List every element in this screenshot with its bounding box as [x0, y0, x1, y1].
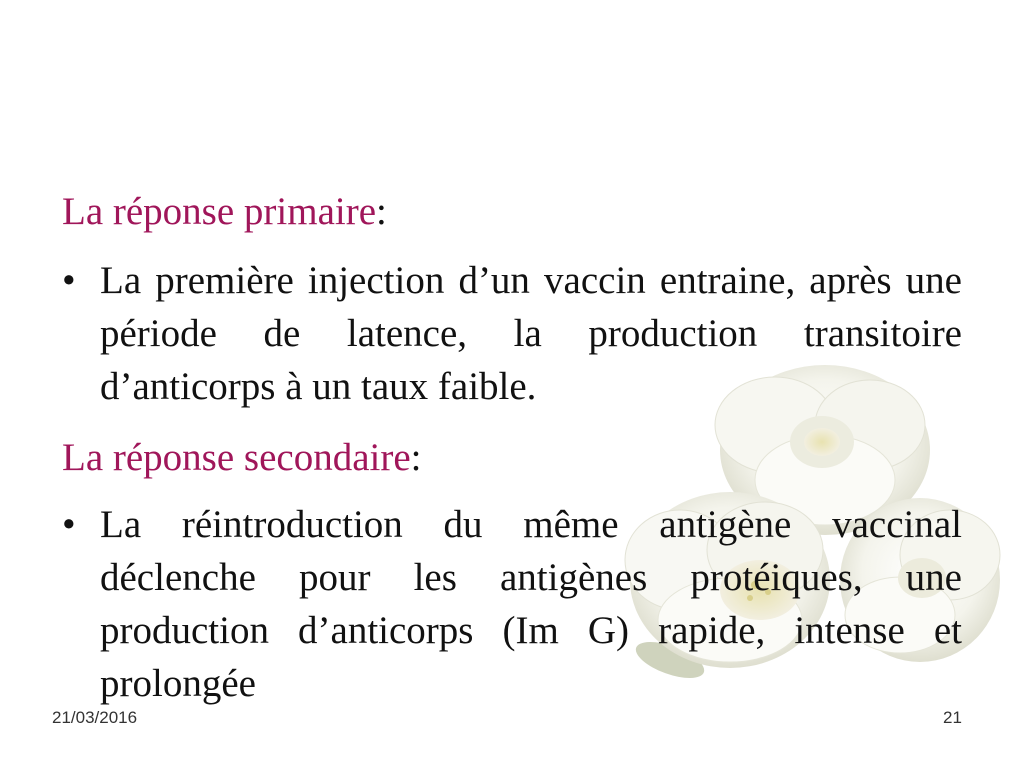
bullet-text: La première injection d’un vaccin entraine, après une période de latence, la production transitoire d’anticorps à un taux faible.: [100, 259, 962, 408]
bullet-dot-icon: •: [62, 259, 76, 302]
page-number: 21: [943, 708, 962, 727]
heading-colon: :: [376, 190, 387, 233]
section-heading-primary: [62, 187, 387, 237]
heading-text: La réponse primaire: [62, 190, 377, 233]
section-heading-secondary: [62, 433, 422, 483]
footer-date: 21/03/2016: [52, 708, 138, 727]
heading-text: La réponse secondaire: [62, 436, 411, 479]
heading-colon: :: [410, 436, 422, 479]
bullet-secondary: [62, 498, 962, 710]
bullet-primary: [62, 254, 962, 413]
bullet-text: La réintroduction du même antigène vaccinal déclenche pour les antigènes protéiques, une production d’anticorps (Im G) rapide, intense et prolongée: [100, 503, 962, 705]
bullet-dot-icon: •: [62, 503, 76, 546]
